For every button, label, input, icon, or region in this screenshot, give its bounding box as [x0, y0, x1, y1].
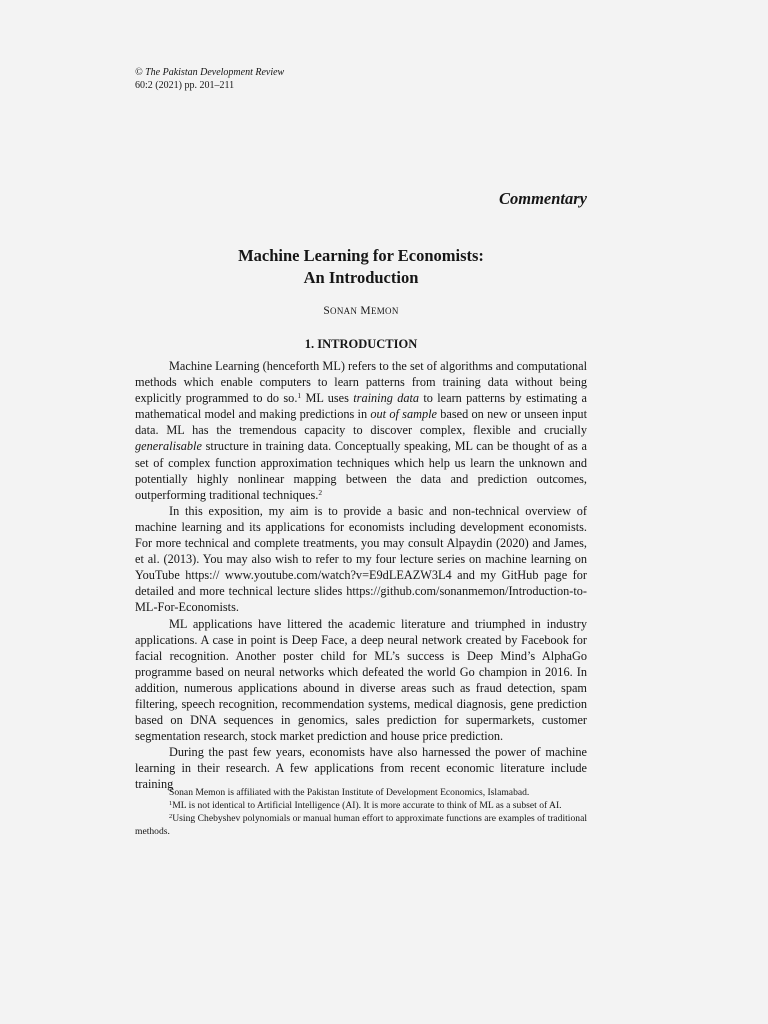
paragraph-1: [135, 358, 587, 503]
journal-name: © The Pakistan Development Review: [135, 67, 285, 78]
footnote-1-mark: 1: [169, 800, 173, 807]
footnote-ref-1: 1: [297, 391, 302, 401]
p1-text-e: structure in training data. Conceptually speaking, ML can be thought of as a set of complex function approximation techniques which help us learn the unknown and potentially highly nonlinear mapping between the data and prediction outcomes, outperforming traditional techniques.: [135, 439, 587, 502]
paragraph-3: ML applications have littered the academic literature and triumphed in industry applications. A case in point is Deep Face, a deep neural network created by Facebook for facial recognition. Another poster child for ML’s success is Deep Mind’s AlphaGo programme based on neural networks which defeated the world Go champion in 2016. In addition, numerous applications abound in diverse areas such as fraud detection, spam filtering, speech recognition, recommendation systems, medical diagnosis, gene prediction based on DNA sequences in genomics, sales prediction for supermarkets, customer segmentation research, stock market prediction and house price prediction.: [135, 616, 587, 744]
paper-title: [135, 245, 587, 289]
section-label: Commentary: [498, 189, 587, 208]
author-last-rest: EMON: [370, 306, 399, 316]
footnote-2-text: Using Chebyshev polynomials or manual human effort to approximate functions are examples of traditional methods.: [135, 813, 587, 837]
p1-emphasis-out-of-sample: out of sample: [370, 407, 437, 422]
paragraph-4: During the past few years, economists have also harnessed the power of machine learning in their research. A few applications from recent economic literature include training: [135, 745, 587, 792]
title-line-1: Machine Learning for Economists:: [238, 246, 484, 265]
footnote-2-mark: 2: [169, 813, 173, 820]
p1-emphasis-generalisable: generalisable: [135, 439, 202, 454]
author-name: [135, 305, 587, 317]
author-last-initial: M: [360, 305, 371, 317]
p1-text-a: Machine Learning (henceforth ML) refers to the set of algorithms and computational methods which enable computers to learn patterns from training data without being explicitly programmed to do so.: [135, 359, 587, 406]
body-text: [135, 358, 587, 793]
p1-text-c: to learn patterns by estimating a mathematical model and making predictions in: [135, 391, 587, 422]
footnotes: [135, 786, 587, 838]
footnote-affiliation: Sonan Memon is affiliated with the Pakistan Institute of Development Economics, Islamabad.: [169, 787, 530, 798]
p1-emphasis-training-data: training data: [353, 391, 420, 406]
journal-issue: 60:2 (2021) pp. 201–211: [135, 80, 235, 91]
author-first-initial: S: [323, 305, 331, 317]
p1-text-d: based on new or unseen input data. ML has the tremendous capacity to discover complex, flexible and crucially: [135, 407, 587, 438]
section-heading: 1. INTRODUCTION: [304, 337, 418, 351]
footnote-ref-2: 2: [318, 487, 323, 497]
footnote-1: [135, 799, 587, 812]
footnote-2: [135, 812, 587, 838]
title-line-2: An Introduction: [303, 268, 419, 287]
author-first-rest: ONAN: [330, 306, 358, 316]
paragraph-2: In this exposition, my aim is to provide a basic and non-technical overview of machine learning and its applications for economists including development economists. For more technical and complete treatments, you may consult Alpaydin (2020) and James, et al. (2013). You may also wish to refer to my four lecture series on machine learning on YouTube https:// www.youtube.com/watch?v=E9dLEAZW3L4 and my GitHub page for detailed and more technical lecture slides https://github.com/sonanmemon/Introduction-to-ML-For-Economists.: [135, 503, 587, 615]
journal-header: [135, 66, 284, 92]
p1-text-b: ML uses: [301, 391, 354, 406]
footnote-1-text: ML is not identical to Artificial Intelligence (AI). It is more accurate to think of ML as a subset of AI.: [172, 800, 562, 811]
